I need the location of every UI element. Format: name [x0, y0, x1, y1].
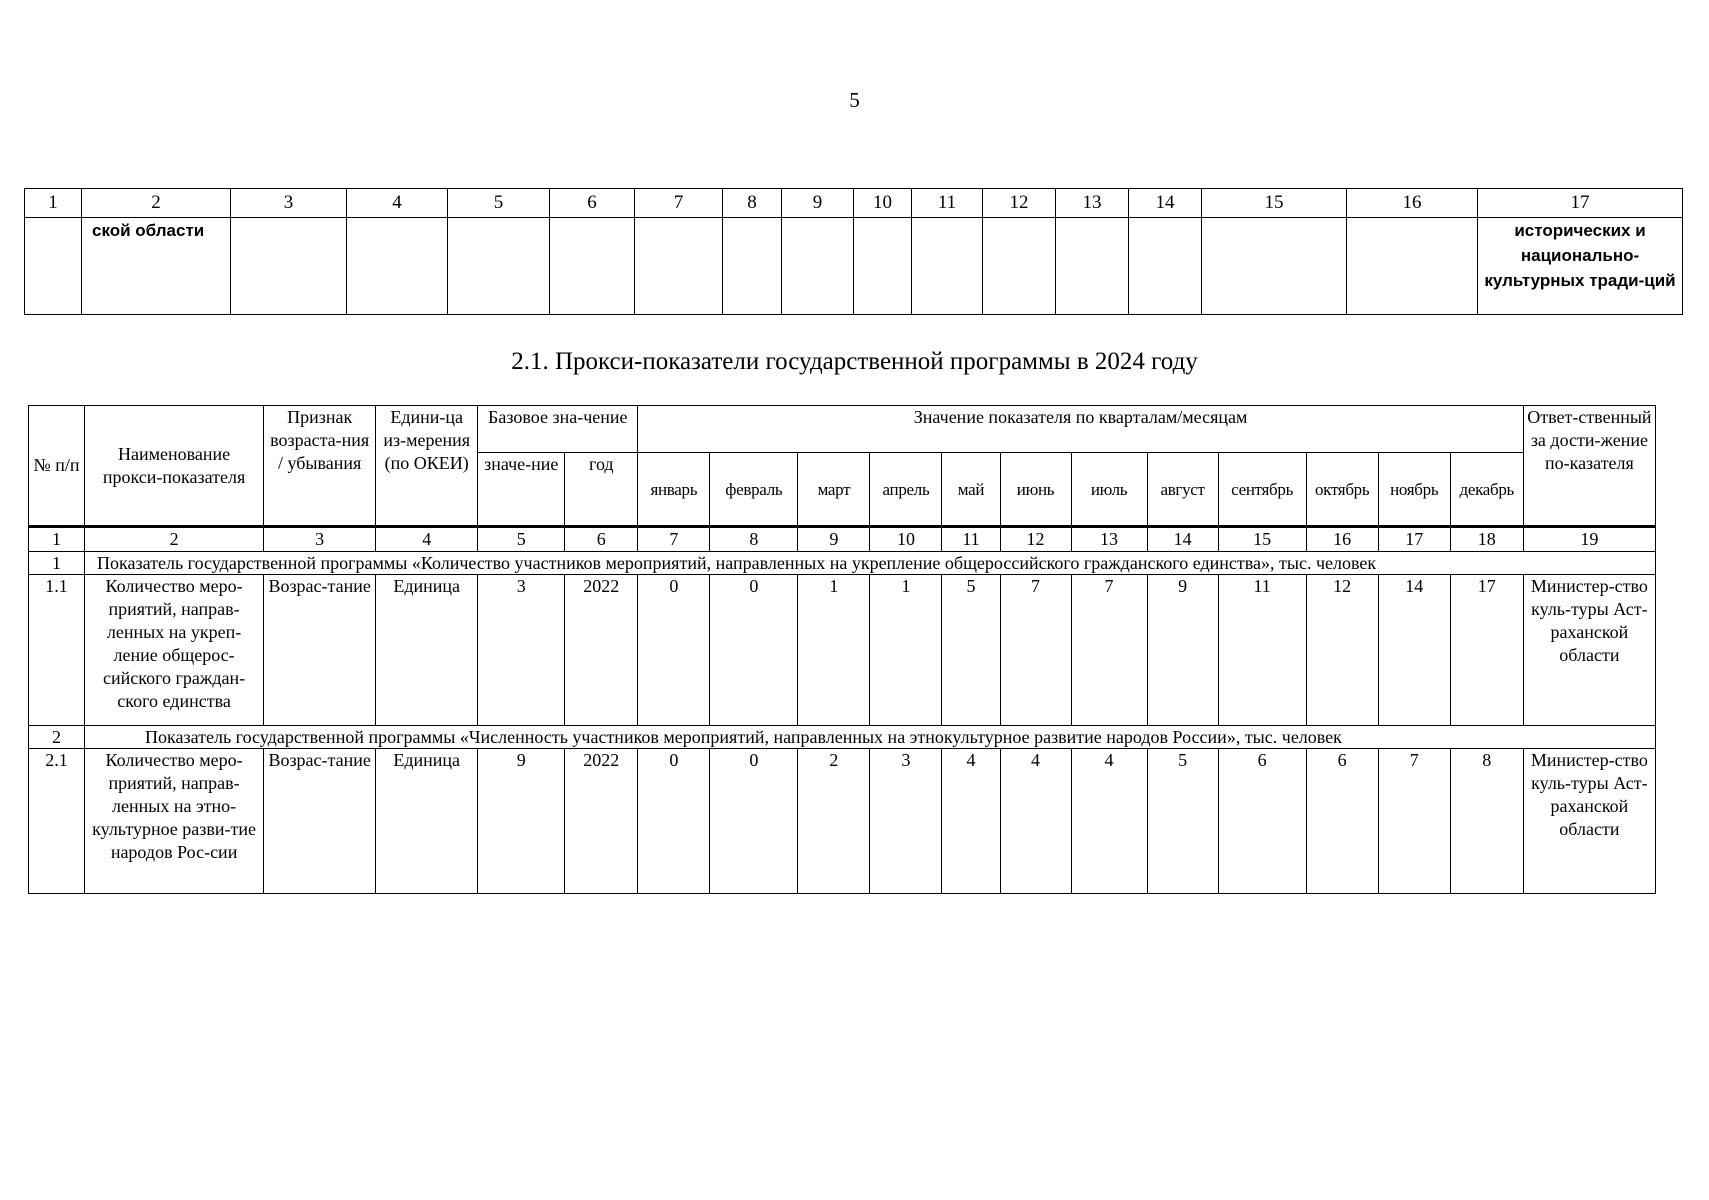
table-row: [29, 749, 1656, 894]
row-month-value: 11: [1218, 575, 1306, 726]
row-name: Количество меро-приятий, направ-ленных на укреп-ление общерос-сийского граждан-ского единства: [85, 575, 264, 726]
header-sign: Признак возраста-ния / убывания: [264, 406, 376, 527]
col-number: 7: [638, 527, 710, 552]
col-number: 16: [1347, 189, 1478, 218]
header-month: апрель: [870, 453, 942, 527]
section-num: 2: [29, 726, 85, 749]
table-cell: [231, 218, 347, 315]
row-month-value: 1: [870, 575, 942, 726]
row-num: 2.1: [29, 749, 85, 894]
row-sign: Возрас-тание: [264, 575, 376, 726]
row-month-value: 6: [1218, 749, 1306, 894]
col-number: 15: [1202, 189, 1347, 218]
col-number: 17: [1478, 189, 1683, 218]
row-month-value: 6: [1306, 749, 1378, 894]
table-cell: [550, 218, 635, 315]
row-month-value: 4: [1071, 749, 1147, 894]
col-number: 4: [376, 527, 478, 552]
col-number: 17: [1378, 527, 1450, 552]
header-month: ноябрь: [1378, 453, 1450, 527]
row-responsible: Министер-ство куль-туры Аст-раханской области: [1523, 575, 1655, 726]
header-base-value: значе-ние: [478, 453, 565, 527]
col-number: 6: [550, 189, 635, 218]
row-month-value: 5: [1147, 749, 1218, 894]
section-title-cell: Показатель государственной программы «Численность участников мероприятий, направленных на этнокультурное развитие народов России», тыс. человек: [85, 726, 1656, 749]
col-number: 3: [264, 527, 376, 552]
row-unit: Единица: [376, 749, 478, 894]
header-base-year: год: [565, 453, 638, 527]
row-responsible: Министер-ство куль-туры Аст-раханской области: [1523, 749, 1655, 894]
col-number: 10: [870, 527, 942, 552]
section-num: 1: [29, 552, 85, 575]
table-cell: [854, 218, 912, 315]
continuation-header-row: [25, 189, 1683, 218]
row-num: 1.1: [29, 575, 85, 726]
row-month-value: 3: [870, 749, 942, 894]
header-month: сентябрь: [1218, 453, 1306, 527]
header-month: май: [942, 453, 1000, 527]
row-sign: Возрас-тание: [264, 749, 376, 894]
col-number: 3: [231, 189, 347, 218]
proxy-indicators-table: [28, 405, 1656, 894]
row-month-value: 7: [1000, 575, 1071, 726]
row-month-value: 0: [638, 749, 710, 894]
col-number: 15: [1218, 527, 1306, 552]
col-number: 7: [635, 189, 723, 218]
col-number: 19: [1523, 527, 1655, 552]
col-number: 14: [1129, 189, 1202, 218]
col-number: 13: [1071, 527, 1147, 552]
col-number: 18: [1450, 527, 1523, 552]
row-month-value: 14: [1378, 575, 1450, 726]
col-number: 1: [29, 527, 85, 552]
row-month-value: 12: [1306, 575, 1378, 726]
col-number: 9: [782, 189, 854, 218]
col-number: 10: [854, 189, 912, 218]
row-month-value: 9: [1147, 575, 1218, 726]
row-unit: Единица: [376, 575, 478, 726]
col-number: 9: [798, 527, 870, 552]
table-cell: [448, 218, 550, 315]
header-month: октябрь: [1306, 453, 1378, 527]
table-cell: [1202, 218, 1347, 315]
col-number: 5: [478, 527, 565, 552]
col-number: 2: [82, 189, 231, 218]
col-number: 8: [710, 527, 798, 552]
col-number: 11: [942, 527, 1000, 552]
col-number: 4: [347, 189, 448, 218]
table-cell: [1056, 218, 1129, 315]
header-month: январь: [638, 453, 710, 527]
header-month: август: [1147, 453, 1218, 527]
row-month-value: 1: [798, 575, 870, 726]
col-number: 5: [448, 189, 550, 218]
col-number: 8: [723, 189, 782, 218]
table-cell: [635, 218, 723, 315]
row-month-value: 2: [798, 749, 870, 894]
continuation-table: [24, 188, 1683, 315]
row-month-value: 4: [1000, 749, 1071, 894]
table-cell: [983, 218, 1056, 315]
row-month-value: 4: [942, 749, 1000, 894]
row-name: Количество меро-приятий, направ-ленных на этно-культурное разви-тие народов Рос-сии: [85, 749, 264, 894]
table-cell: исторических и национально-культурных тради-ций: [1478, 218, 1683, 315]
section-title-cell: Показатель государственной программы «Количество участников мероприятий, направленных на укрепление общероссийского гражданского единства», тыс. человек: [85, 552, 1656, 575]
header-unit: Едини-ца из-мерения (по ОКЕИ): [376, 406, 478, 527]
header-month: декабрь: [1450, 453, 1523, 527]
col-number: 13: [1056, 189, 1129, 218]
table-cell: [912, 218, 983, 315]
table-cell: ской области: [82, 218, 231, 315]
header-months-group: Значение показателя по кварталам/месяцам: [638, 406, 1523, 453]
row-month-value: 0: [710, 575, 798, 726]
row-base-year: 2022: [565, 749, 638, 894]
column-number-row: [29, 527, 1656, 552]
section-title: 2.1. Прокси-показатели государственной программы в 2024 году: [511, 348, 1198, 375]
row-month-value: 0: [638, 575, 710, 726]
page-number: 5: [849, 88, 860, 112]
table-cell: [723, 218, 782, 315]
col-number: 11: [912, 189, 983, 218]
header-month: июнь: [1000, 453, 1071, 527]
table-row: [29, 575, 1656, 726]
table-cell: [347, 218, 448, 315]
row-base-value: 9: [478, 749, 565, 894]
header-num: № п/п: [29, 406, 85, 527]
table-cell: [782, 218, 854, 315]
section-row: [29, 726, 1656, 749]
header-month: июль: [1071, 453, 1147, 527]
col-number: 16: [1306, 527, 1378, 552]
continuation-row: [25, 218, 1683, 315]
header-month: февраль: [710, 453, 798, 527]
table-cell: [25, 218, 82, 315]
row-month-value: 7: [1071, 575, 1147, 726]
row-month-value: 8: [1450, 749, 1523, 894]
table-cell: [1347, 218, 1478, 315]
col-number: 6: [565, 527, 638, 552]
row-base-value: 3: [478, 575, 565, 726]
col-number: 12: [1000, 527, 1071, 552]
row-month-value: 17: [1450, 575, 1523, 726]
row-month-value: 0: [710, 749, 798, 894]
section-row: [29, 552, 1656, 575]
col-number: 1: [25, 189, 82, 218]
header-responsible: Ответ-ственный за дости-жение по-казателя: [1523, 406, 1655, 527]
col-number: 12: [983, 189, 1056, 218]
row-base-year: 2022: [565, 575, 638, 726]
row-month-value: 7: [1378, 749, 1450, 894]
header-row: [29, 406, 1656, 453]
header-name: Наименование прокси-показателя: [85, 406, 264, 527]
header-base: Базовое зна-чение: [478, 406, 638, 453]
table-cell: [1129, 218, 1202, 315]
col-number: 2: [85, 527, 264, 552]
col-number: 14: [1147, 527, 1218, 552]
header-month: март: [798, 453, 870, 527]
row-month-value: 5: [942, 575, 1000, 726]
